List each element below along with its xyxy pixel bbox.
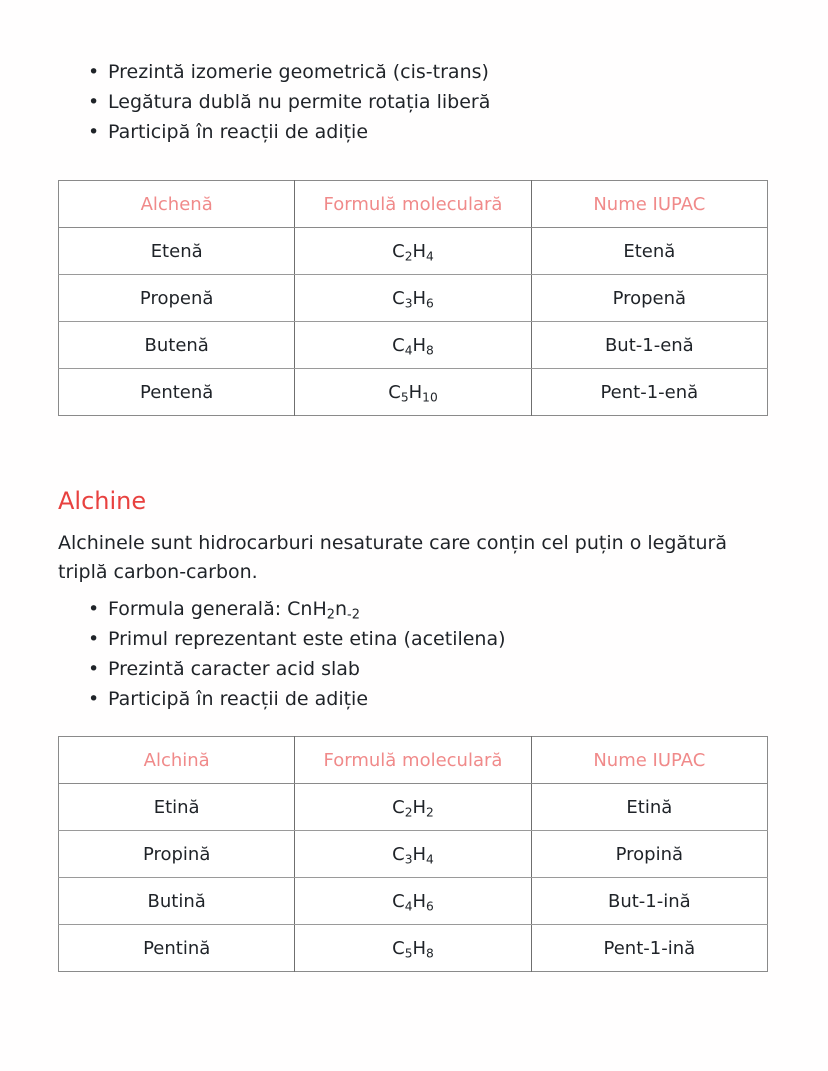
formula-c: C bbox=[392, 334, 405, 356]
formula-c: C bbox=[388, 381, 401, 403]
alchine-table bbox=[58, 736, 768, 972]
cell-formula bbox=[295, 228, 531, 275]
formula-c: C bbox=[392, 240, 405, 262]
formula-c-sub: 2 bbox=[404, 248, 413, 263]
table-row bbox=[59, 275, 768, 322]
cell-iupac: Etină bbox=[531, 784, 767, 831]
cell-name: Pentenă bbox=[59, 369, 295, 416]
cell-name: Etină bbox=[59, 784, 295, 831]
list-item: • Prezintă izomerie geometrică (cis-trans) bbox=[58, 57, 770, 87]
table-row bbox=[59, 878, 768, 925]
column-header-alchena: Alchenă bbox=[59, 181, 295, 228]
formula-h-sub: 6 bbox=[426, 295, 434, 310]
alchene-table bbox=[58, 180, 768, 416]
formula-c-sub: 4 bbox=[404, 342, 413, 357]
formula-h-sub: 8 bbox=[426, 945, 434, 960]
table-row bbox=[59, 322, 768, 369]
cell-name: Propină bbox=[59, 831, 295, 878]
cell-name: Etenă bbox=[59, 228, 295, 275]
formula-h: H bbox=[412, 937, 427, 959]
formula-h-sub: 10 bbox=[422, 389, 438, 404]
alchene-bullet-list bbox=[58, 0, 770, 147]
cell-name: Butină bbox=[59, 878, 295, 925]
formula-h: H bbox=[412, 796, 427, 818]
list-item: • Participă în reacții de adiție bbox=[58, 117, 770, 147]
table-header-row bbox=[59, 181, 768, 228]
formula-h-sub: 6 bbox=[426, 898, 434, 913]
table-header-row bbox=[59, 737, 768, 784]
alchine-bullet-list bbox=[58, 587, 770, 714]
cell-name: Propenă bbox=[59, 275, 295, 322]
formula-h: H bbox=[412, 240, 427, 262]
cell-formula bbox=[295, 878, 531, 925]
formula-h: H bbox=[412, 287, 427, 309]
formula-h-sub: 2 bbox=[426, 804, 434, 819]
alchine-description-paragraph: Alchinele sunt hidrocarburi nesaturate care conțin cel puțin o legătură triplă carbon-carbon. bbox=[58, 532, 727, 583]
cell-iupac: Propină bbox=[531, 831, 767, 878]
cell-iupac: Propenă bbox=[531, 275, 767, 322]
list-item: • Legătura dublă nu permite rotația liberă bbox=[58, 87, 770, 117]
formula-c: C bbox=[392, 287, 405, 309]
cell-formula bbox=[295, 369, 531, 416]
formula-c-sub: 5 bbox=[404, 945, 413, 960]
cell-iupac: But-1-enă bbox=[531, 322, 767, 369]
list-item: • Participă în reacții de adiție bbox=[58, 684, 770, 714]
formula-c-sub: 3 bbox=[404, 851, 413, 866]
formula-h: H bbox=[412, 334, 427, 356]
formula-h: H bbox=[412, 843, 427, 865]
table-row bbox=[59, 925, 768, 972]
column-header-iupac: Nume IUPAC bbox=[531, 737, 767, 784]
formula-h: H bbox=[408, 381, 423, 403]
list-item: • Primul reprezentant este etina (acetilena) bbox=[58, 624, 770, 654]
formula-c-sub: 3 bbox=[404, 295, 413, 310]
formula-c: C bbox=[392, 843, 405, 865]
cell-iupac: Etenă bbox=[531, 228, 767, 275]
cell-formula bbox=[295, 322, 531, 369]
cell-iupac: Pent-1-ină bbox=[603, 937, 696, 959]
cell-name: Butenă bbox=[59, 322, 295, 369]
formula-c-sub: 4 bbox=[404, 898, 413, 913]
bullet-sub-2: -2 bbox=[347, 607, 360, 623]
formula-h: H bbox=[412, 890, 427, 912]
formula-c: C bbox=[392, 796, 405, 818]
cell-formula bbox=[295, 925, 531, 972]
cell-formula bbox=[295, 831, 531, 878]
cell-formula bbox=[295, 275, 531, 322]
formula-c: C bbox=[392, 937, 405, 959]
bullet-text-prefix: Formula generală: CnH bbox=[108, 598, 327, 620]
formula-c-sub: 2 bbox=[404, 804, 413, 819]
table-row bbox=[59, 831, 768, 878]
column-header-formula: Formulă moleculară bbox=[295, 737, 531, 784]
list-item bbox=[58, 594, 770, 624]
alchine-table-container bbox=[58, 714, 770, 972]
cell-iupac: But-1-ină bbox=[531, 878, 767, 925]
table-row bbox=[59, 784, 768, 831]
column-header-alchina: Alchină bbox=[59, 737, 295, 784]
section-heading-alchine: Alchine bbox=[58, 487, 147, 515]
formula-c: C bbox=[392, 890, 405, 912]
bullet-text-mid: n bbox=[334, 598, 348, 620]
formula-h-sub: 4 bbox=[426, 248, 434, 263]
column-header-iupac: Nume IUPAC bbox=[531, 181, 767, 228]
bullet-sub-1: 2 bbox=[326, 607, 335, 623]
column-header-formula: Formulă moleculară bbox=[295, 181, 531, 228]
cell-formula bbox=[295, 784, 531, 831]
formula-h-sub: 8 bbox=[426, 342, 434, 357]
table-row bbox=[59, 228, 768, 275]
cell-name: Pentină bbox=[59, 925, 295, 972]
list-item: • Prezintă caracter acid slab bbox=[58, 654, 770, 684]
formula-h-sub: 4 bbox=[426, 851, 434, 866]
table-row bbox=[59, 369, 768, 416]
formula-c-sub: 5 bbox=[400, 389, 409, 404]
alchene-table-container bbox=[58, 147, 770, 416]
cell-iupac: Pent-1-enă bbox=[600, 381, 699, 403]
